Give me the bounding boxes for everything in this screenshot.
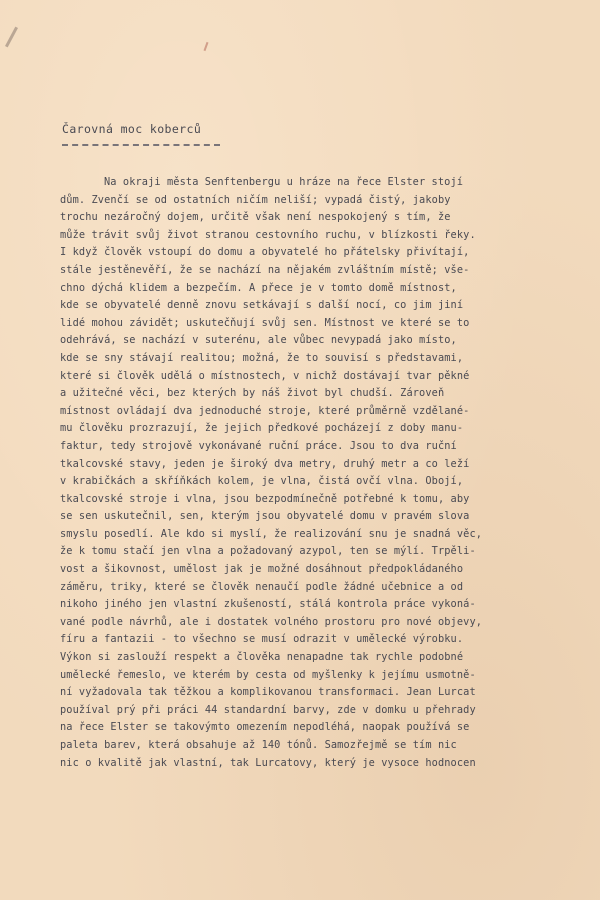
text-line: Na okraji města Senftenbergu u hráze na řece Elster stojí [104,176,464,188]
text-line: Výkon si zaslouží respekt a člověka nenapadne tak rychle podobné [60,651,464,664]
text-line: lidé mohou závidět; uskutečňují svůj sen. Místnost ve které se to [60,316,470,329]
text-line: kde se obyvatelé denně znovu setkávají s další nocí, co jim jiní [60,299,464,312]
text-line: v krabičkách a skříňkách kolem, je vlna, čistá ovčí vlna. Obojí, [60,475,464,488]
text-line: kde se sny stávají realitou; možná, že to souvisí s představami, [60,351,464,364]
text-line: nic o kvalitě jak vlastní, tak Lurcatovy, který je vysoce hodnocen [60,756,476,769]
text-line: může trávit svůj život stranou cestovního ruchu, v blízkosti řeky. [60,228,476,241]
text-line: umělecké řemeslo, ve kterém by cesta od myšlenky k jejímu usmotně- [60,668,476,681]
text-line: chno dýchá klidem a bezpečím. A přece je v tomto domě místnost, [60,281,457,294]
text-line: místnost ovládají dva jednoduché stroje, které průměrně vzdělané- [60,404,470,417]
text-line: trochu nezáročný dojem, určitě však není nespokojený s tím, že [60,211,451,224]
text-line: na řece Elster se takovýmto omezením nepodléhá, naopak používá se [60,721,470,734]
text-line: smyslu posedlí. Ale kdo si myslí, že realizování snu je snadná věc, [60,527,483,540]
text-line: že k tomu stačí jen vlna a požadovaný azypol, ten se mýlí. Trpěli- [60,545,476,558]
text-line: tkalcovské stroje i vlna, jsou bezpodmínečně potřebné k tomu, aby [60,492,470,505]
text-line: stále jestěnevěří, že se nachází na nějakém zvláštním místě; vše- [60,263,470,276]
text-line: tkalcovské stavy, jeden je široký dva metry, druhý metr a co leží [60,457,470,470]
ink-mark [204,42,209,51]
text-line: vost a šikovnost, umělost jak je možné dosáhnout předpokládaného [60,563,464,576]
document-body [60,174,590,772]
text-line: odehrává, se nachází v suterénu, ale vůbec nevypadá jako místo, [60,334,457,347]
text-line: záměru, triky, které se člověk nenaučí podle žádné učebnice a od [60,580,464,593]
text-line: a užitečné věci, bez kterých by náš život byl chudší. Zároveň [60,387,445,400]
text-line: paleta barev, která obsahuje až 140 tónů. Samozřejmě se tím nic [60,739,457,751]
text-line: se sen uskutečnil, sen, kterým jsou obyvatelé domu v pravém slova [60,510,470,523]
text-line: fíru a fantazii - to všechno se musí odrazit v umělecké výrobku. [60,633,464,646]
text-line: I když člověk vstoupí do domu a obyvatelé ho přátelsky přivítají, [60,246,470,259]
text-line: dům. Zvenčí se od ostatních ničím neliší; vypadá čistý, jakoby [60,193,451,206]
text-line: mu člověku prozrazují, že jejich předkové pocházejí z doby manu- [60,422,464,435]
text-line: vané podle návrhů, ale i dostatek volného prostoru pro nové objevy, [60,615,483,628]
text-line: které si člověk udělá o místnostech, v nichž dostávají tvar pěkné [60,369,470,382]
title-underline [62,144,220,146]
text-line: nikoho jiného jen vlastní zkušeností, stálá kontrola práce vykoná- [60,598,476,611]
document-title: Čarovná moc koberců [62,122,202,136]
text-line: faktur, tedy strojově vykonávané ruční práce. Jsou to dva ruční [60,439,457,452]
pen-mark [5,27,18,48]
text-line: používal prý při práci 44 standardní barvy, zde v domku u přehrady [60,703,476,716]
text-line: ní vyžadovala tak těžkou a komplikovanou transformaci. Jean Lurcat [60,686,476,699]
